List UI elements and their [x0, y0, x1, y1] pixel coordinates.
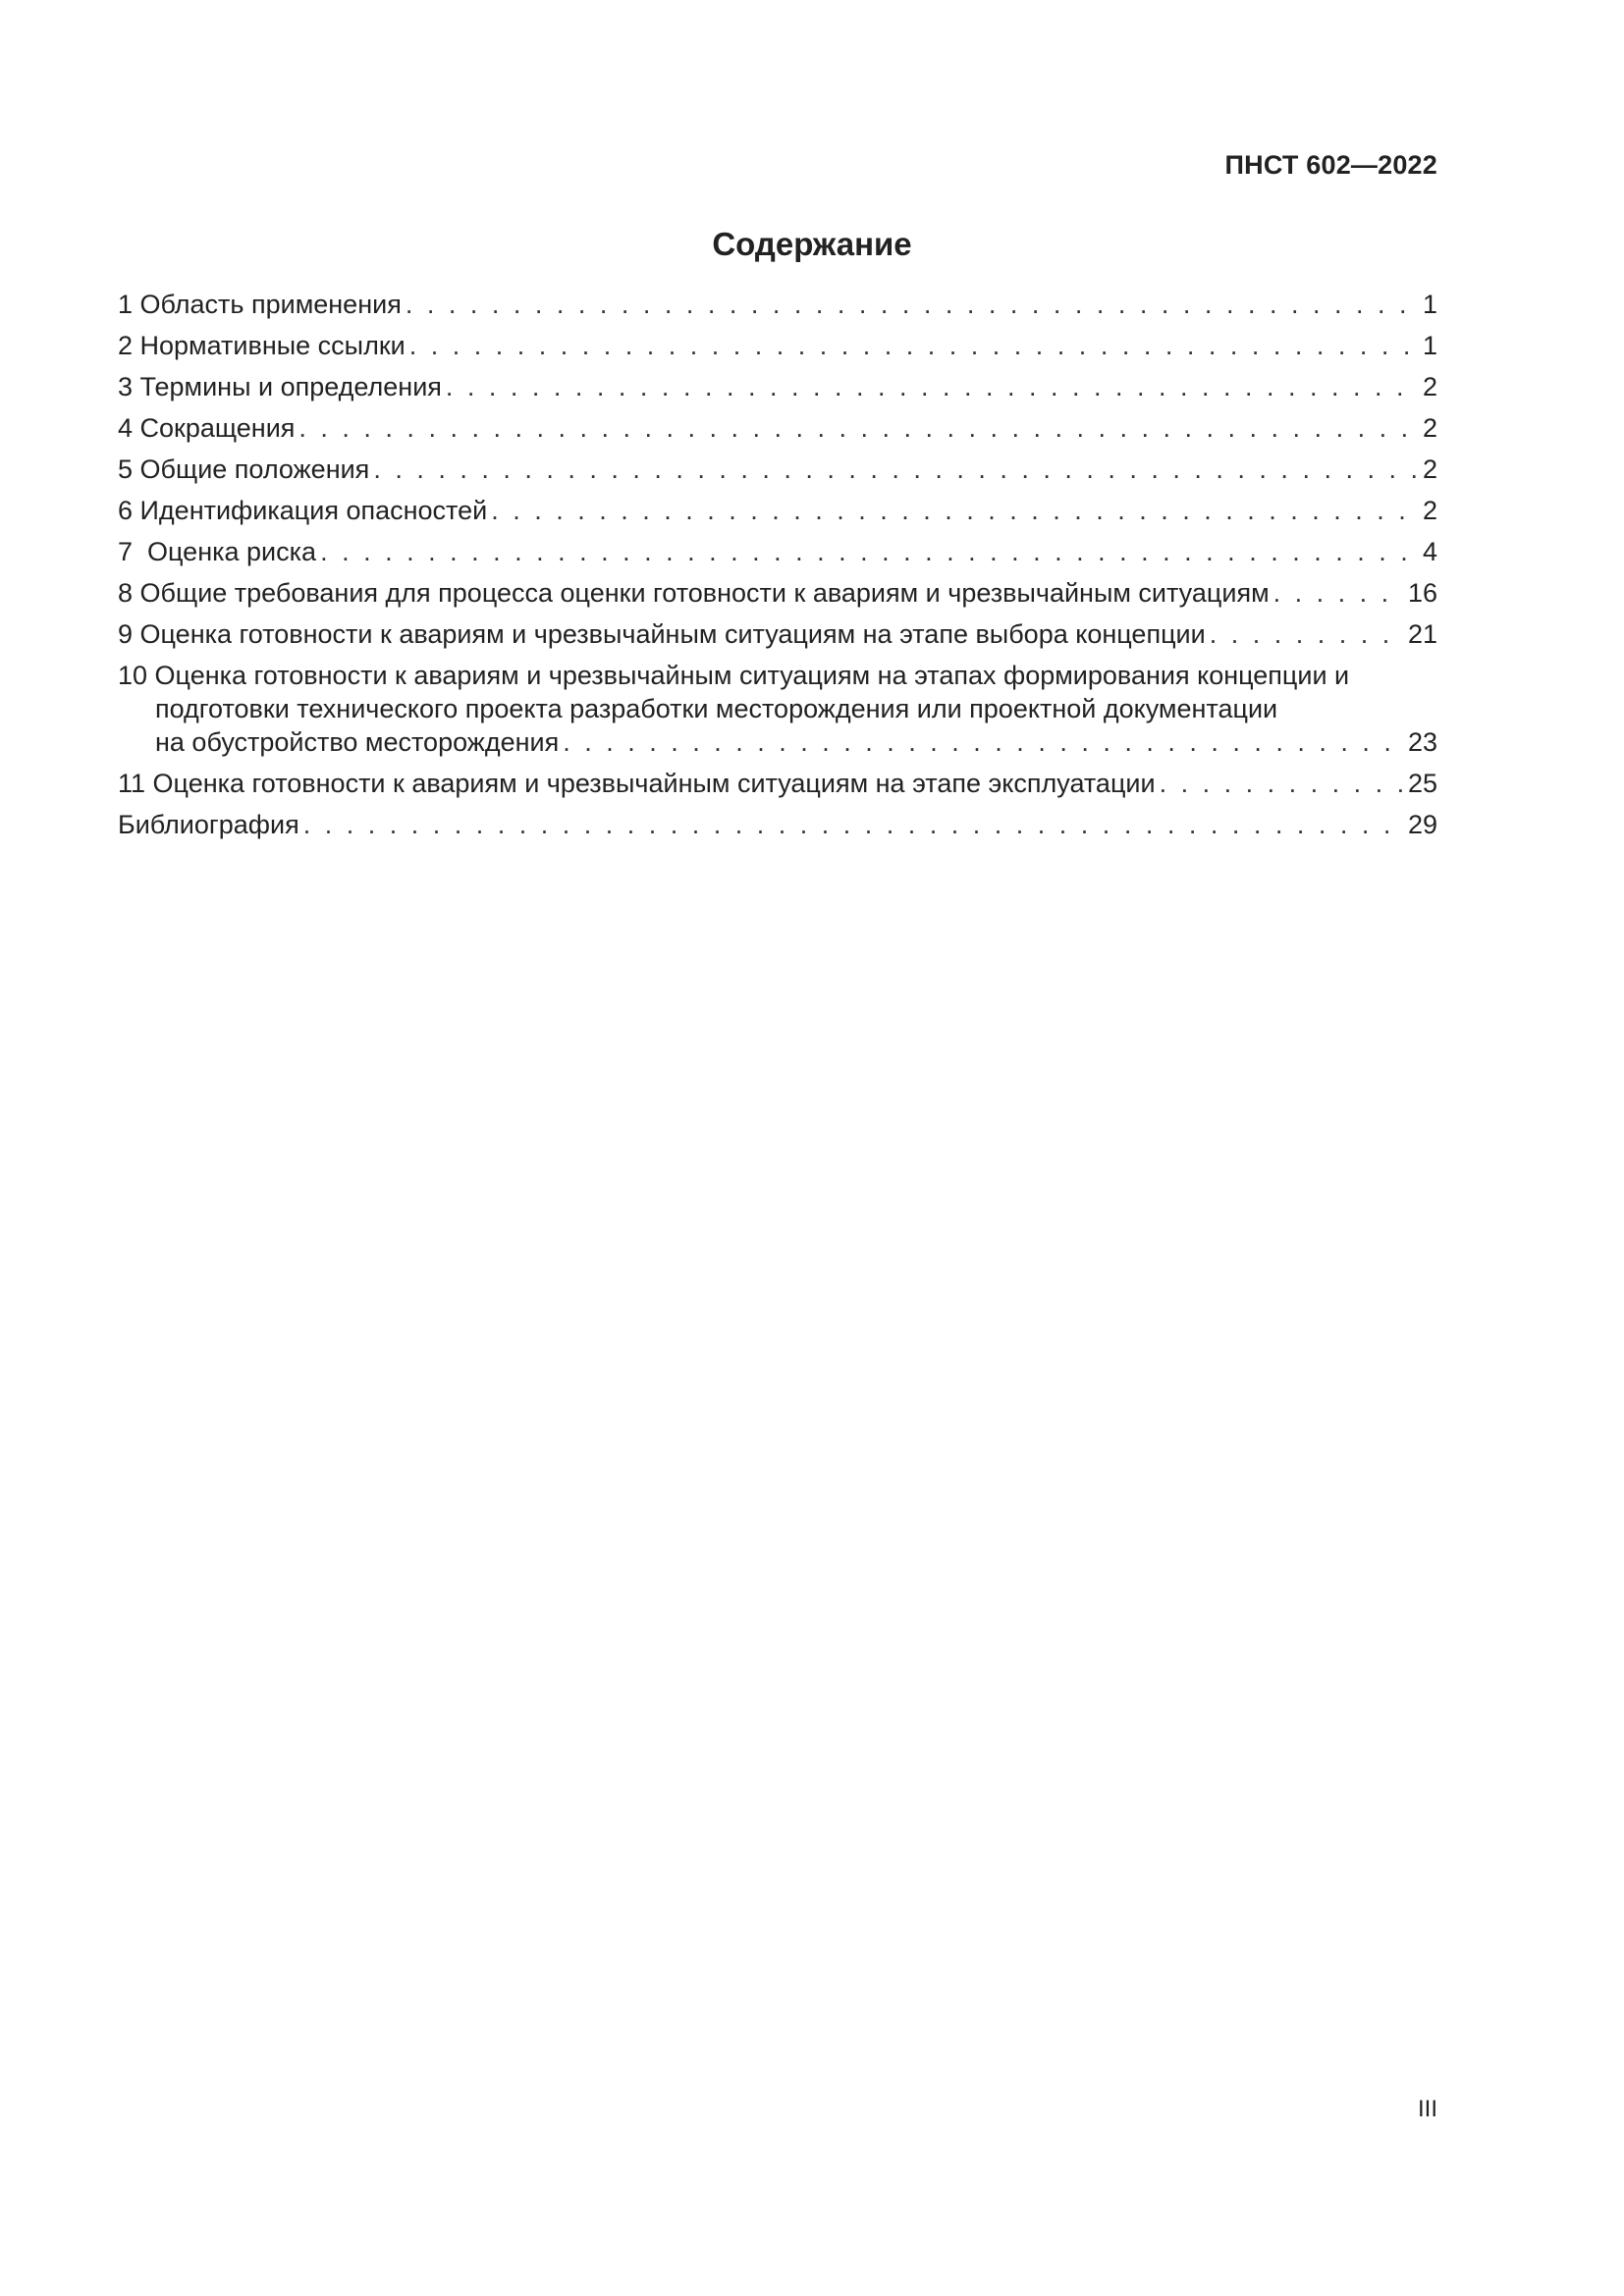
table-of-contents [118, 288, 1437, 849]
toc-entry-label: 1 Область применения [118, 290, 402, 319]
toc-entry-label-line1: 10 Оценка готовности к авариям и чрезвычайным ситуациям на этапах формирования концепции и [118, 661, 1350, 690]
toc-entry-page: 2 [1422, 496, 1437, 525]
toc-leader-dots [1160, 767, 1404, 800]
toc-entry-page: 2 [1422, 454, 1437, 484]
toc-entry-page: 2 [1422, 372, 1437, 401]
toc-entry[interactable] [118, 808, 1437, 841]
toc-leader-dots [373, 453, 1419, 486]
toc-entry[interactable] [118, 494, 1437, 527]
toc-entry-page: 1 [1422, 331, 1437, 360]
document-code: ПНСТ 602—2022 [1224, 150, 1437, 180]
toc-entry-label: 5 Общие положения [118, 454, 370, 484]
toc-entry[interactable] [118, 411, 1437, 445]
toc-title: Содержание [712, 226, 912, 262]
toc-entry-multiline[interactable] [118, 659, 1437, 759]
toc-entry-label: 3 Термины и определения [118, 372, 442, 401]
toc-entry[interactable] [118, 535, 1437, 568]
toc-leader-dots [1210, 617, 1404, 651]
toc-entry-label: 7 Оценка риска [118, 537, 317, 566]
toc-entry[interactable] [118, 453, 1437, 486]
toc-entry-page: 21 [1407, 619, 1437, 649]
toc-entry-label: 2 Нормативные ссылки [118, 331, 406, 360]
toc-leader-dots [491, 494, 1419, 527]
page-number: III [1417, 2096, 1437, 2122]
toc-entry[interactable] [118, 617, 1437, 651]
toc-entry-label: 4 Сокращения [118, 413, 296, 443]
toc-entry-label-line2: подготовки технического проекта разработки месторождения или проектной документации [155, 694, 1278, 723]
toc-leader-dots [409, 329, 1419, 362]
toc-entry-page: 23 [1407, 727, 1437, 757]
toc-entry-label-line3: на обустройство месторождения [155, 727, 560, 757]
toc-entry[interactable] [118, 576, 1437, 610]
toc-leader-dots [406, 288, 1419, 321]
toc-entry-page: 25 [1407, 769, 1437, 798]
toc-leader-dots [446, 370, 1419, 403]
toc-entry-page: 29 [1407, 810, 1437, 839]
toc-entry-label: 8 Общие требования для процесса оценки готовности к авариям и чрезвычайным ситуациям [118, 578, 1270, 608]
toc-entry-page: 1 [1422, 290, 1437, 319]
toc-entry-label: 11 Оценка готовности к авариям и чрезвычайным ситуациям на этапе эксплуатации [118, 769, 1156, 798]
toc-entry[interactable] [118, 288, 1437, 321]
toc-entry-page: 16 [1407, 578, 1437, 608]
toc-entry-label: 6 Идентификация опасностей [118, 496, 488, 525]
toc-entry[interactable] [118, 370, 1437, 403]
toc-entry-page: 4 [1422, 537, 1437, 566]
toc-leader-dots [320, 535, 1419, 568]
toc-entry[interactable] [118, 329, 1437, 362]
toc-entry-label: 9 Оценка готовности к авариям и чрезвычайным ситуациям на этапе выбора концепции [118, 619, 1206, 649]
toc-entry-label: Библиография [118, 810, 299, 839]
toc-entry-page: 2 [1422, 413, 1437, 443]
toc-leader-dots [563, 725, 1404, 759]
toc-leader-dots [1273, 576, 1404, 610]
toc-leader-dots [298, 411, 1419, 445]
toc-entry[interactable] [118, 767, 1437, 800]
toc-leader-dots [303, 808, 1404, 841]
